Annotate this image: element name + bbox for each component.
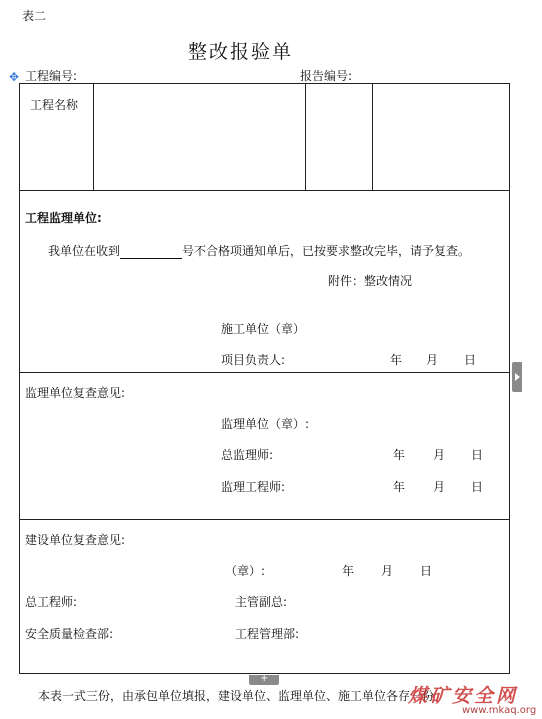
- table-border-left: [19, 83, 20, 674]
- footer-note: 本表一式三份，由承包单位填报，建设单位、监理单位、施工单位各存一份: [38, 689, 435, 703]
- col-divider-3: [372, 83, 373, 191]
- plus-icon: +: [260, 673, 269, 684]
- date-month: 月: [433, 480, 446, 494]
- date-month: 月: [426, 353, 439, 367]
- col-divider-1: [93, 83, 94, 191]
- project-no-label: 工程编号:: [25, 69, 78, 83]
- col-divider-2: [305, 83, 306, 191]
- statement-prefix: 我单位在收到: [48, 244, 121, 258]
- construction-unit-seal: 施工单位（章）: [221, 322, 306, 336]
- date-month: 月: [381, 564, 394, 578]
- statement-line: [48, 242, 470, 259]
- watermark-logo: 煤矿安全网: [408, 685, 519, 707]
- date-year: 年: [393, 480, 406, 494]
- notice-number-blank[interactable]: [120, 246, 182, 259]
- supervision-unit-label: 工程监理单位:: [25, 211, 102, 225]
- safety-dept-label: 安全质量检查部:: [25, 627, 114, 641]
- watermark-url: www.mkaq.org: [462, 705, 537, 716]
- page-title: 整改报验单: [188, 41, 294, 63]
- supervision-engineer-label: 监理工程师:: [221, 480, 286, 494]
- table-label: 表二: [22, 9, 47, 23]
- add-row-tab[interactable]: [249, 675, 279, 685]
- row-divider-2: [19, 372, 509, 373]
- chief-supervisor-label: 总监理师:: [221, 448, 274, 462]
- date-month: 月: [433, 448, 446, 462]
- owner-opinion-label: 建设单位复查意见:: [25, 533, 126, 547]
- deputy-director-label: 主管副总:: [235, 595, 288, 609]
- site-watermark: [408, 681, 537, 716]
- date-year: 年: [393, 448, 406, 462]
- project-name-label: 工程名称: [30, 98, 79, 112]
- chief-engineer-label: 总工程师:: [25, 595, 78, 609]
- date-day: 日: [471, 448, 484, 462]
- report-no-label: 报告编号:: [300, 69, 353, 83]
- date-day: 日: [420, 564, 433, 578]
- expand-right-tab[interactable]: [512, 362, 522, 392]
- date-day: 日: [471, 480, 484, 494]
- project-manager-label: 项目负责人:: [221, 353, 286, 367]
- supervision-unit-seal: 监理单位（章）:: [221, 417, 310, 431]
- table-move-handle-icon[interactable]: ✥: [8, 70, 20, 84]
- table-border-right: [509, 83, 510, 674]
- supervision-opinion-label: 监理单位复查意见:: [25, 386, 126, 400]
- date-year: 年: [390, 353, 403, 367]
- project-name-field[interactable]: [98, 90, 298, 184]
- attachment-label: 附件：整改情况: [328, 274, 413, 288]
- report-no-cell[interactable]: [377, 90, 503, 184]
- project-dept-label: 工程管理部:: [235, 627, 300, 641]
- row-divider-3: [19, 519, 509, 520]
- statement-suffix: 号不合格项通知单后，已按要求整改完毕，请予复查。: [182, 244, 471, 258]
- date-year: 年: [342, 564, 355, 578]
- project-no-cell[interactable]: [310, 90, 366, 184]
- owner-seal: （章）:: [225, 564, 266, 578]
- date-day: 日: [464, 353, 477, 367]
